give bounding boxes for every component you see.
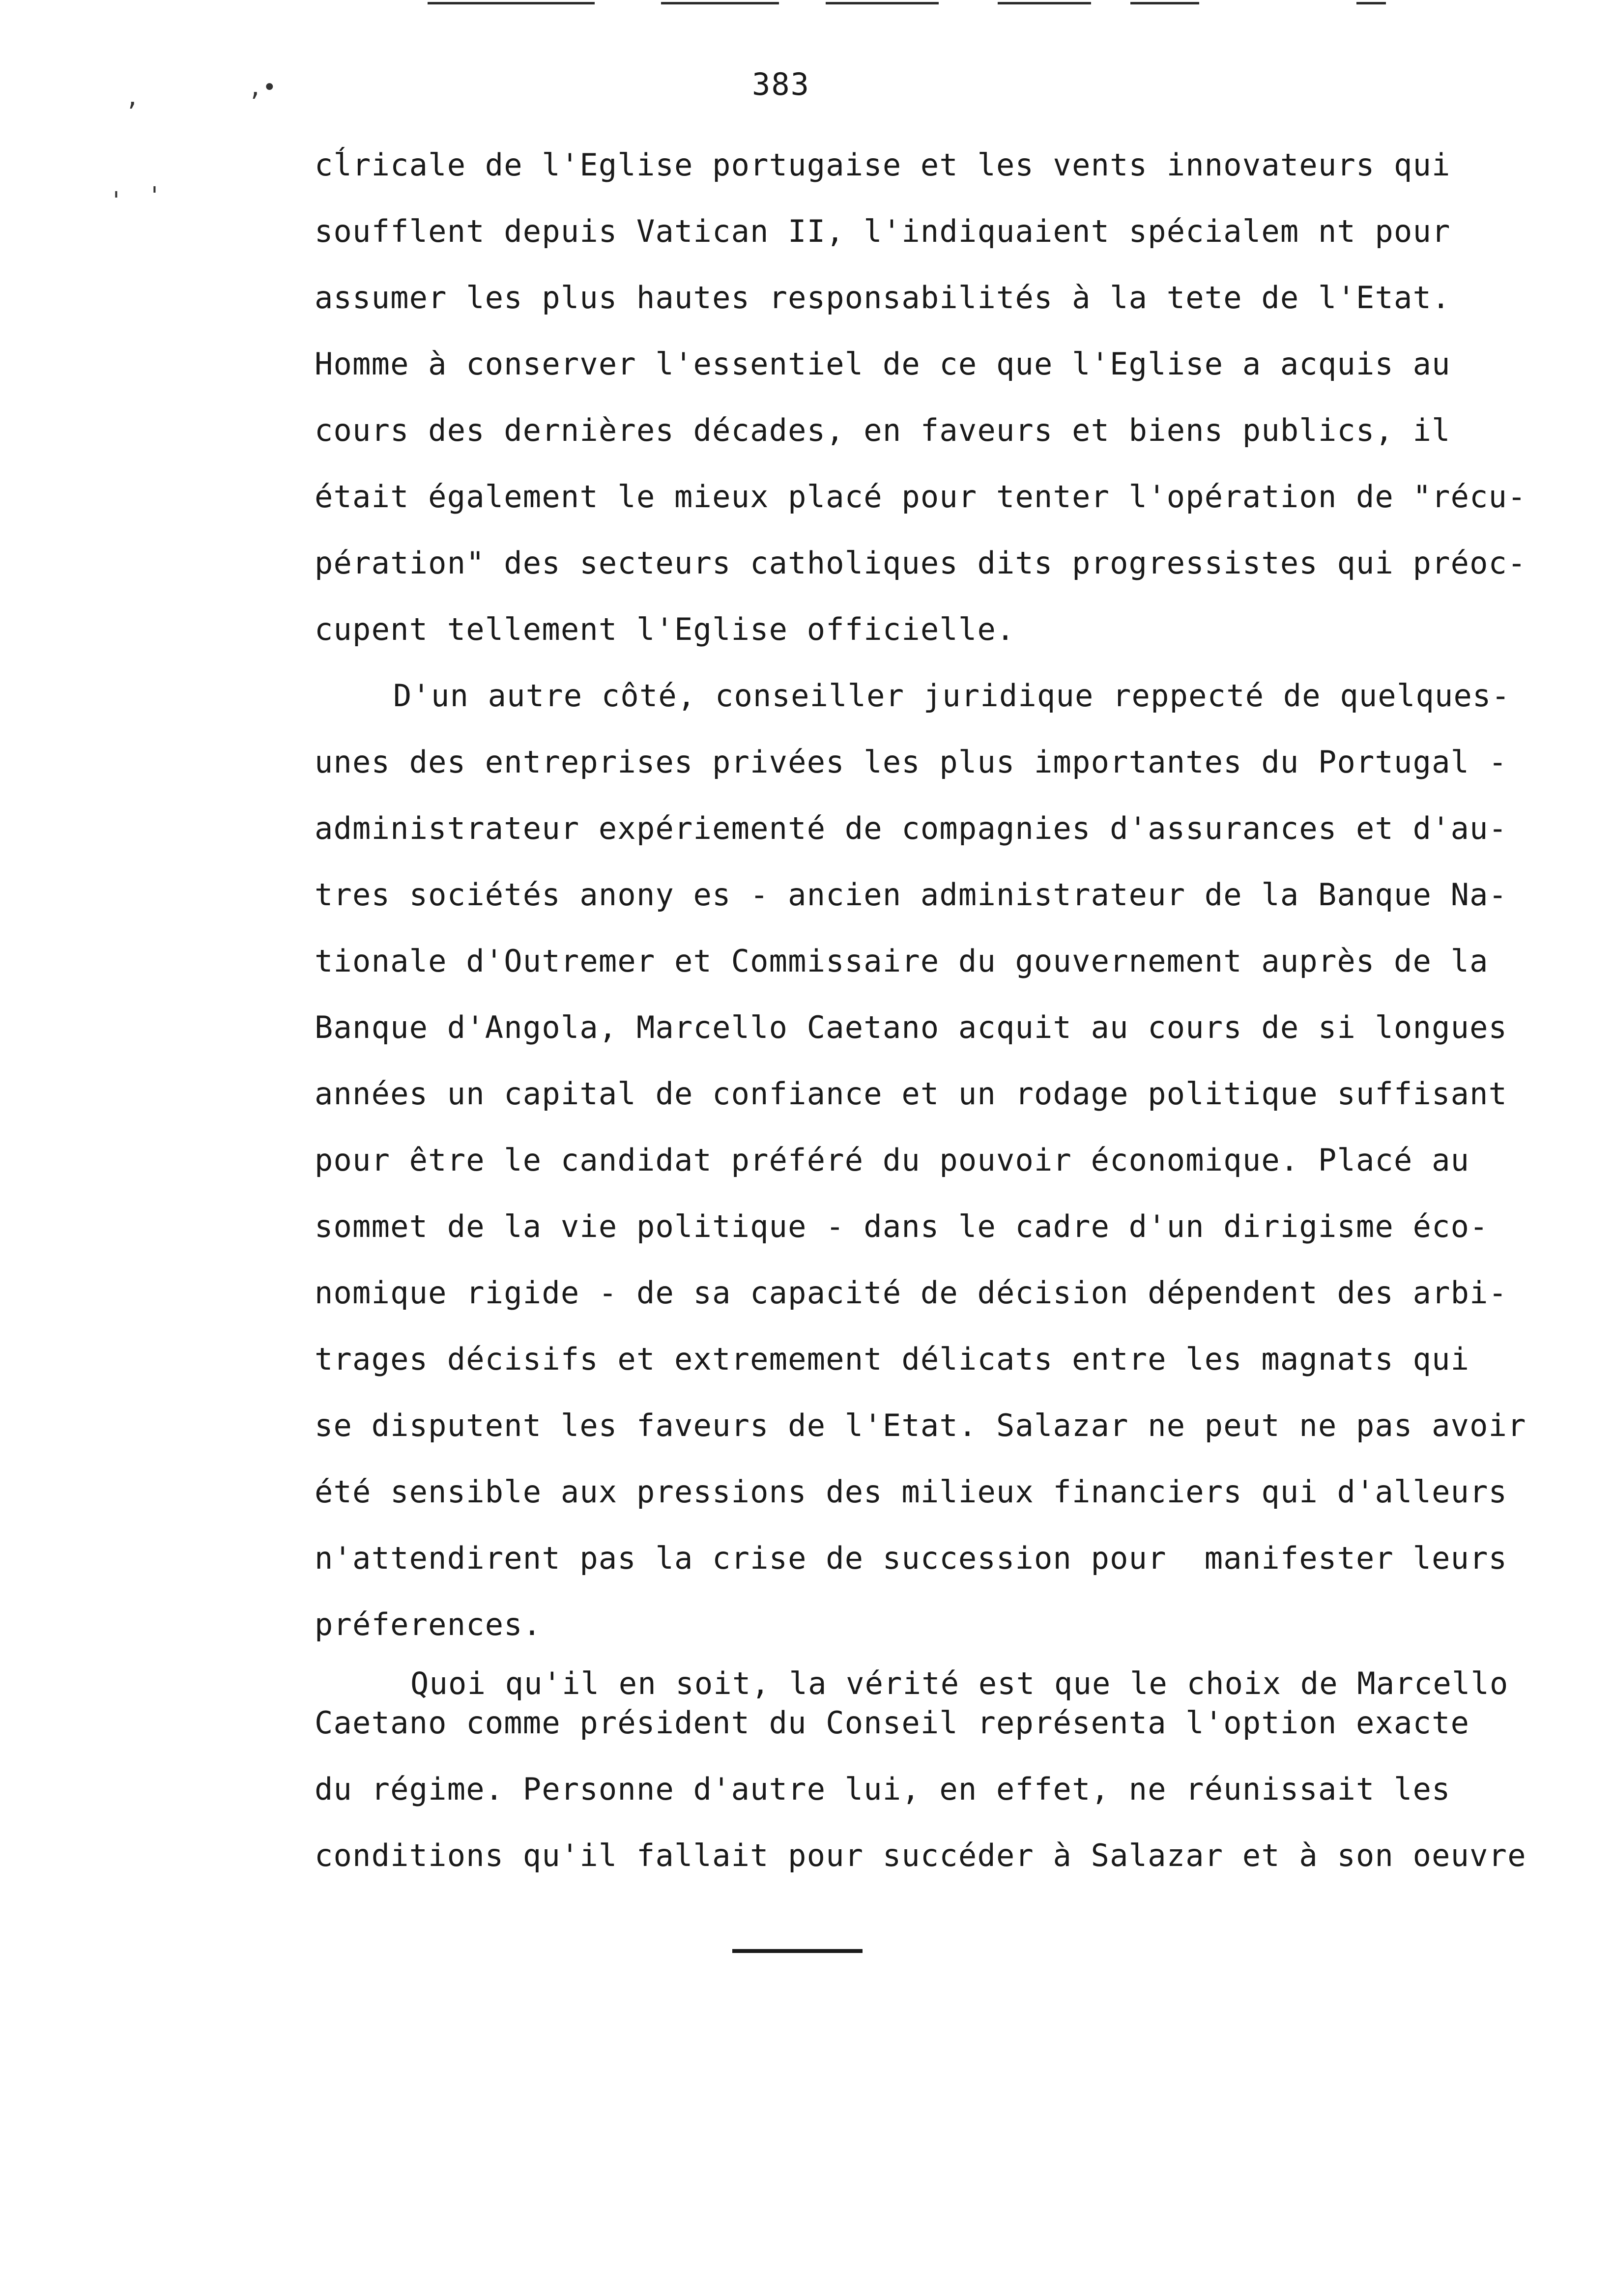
- top-rule-segment: [428, 2, 595, 4]
- top-rule-segment: [826, 2, 939, 4]
- text-line: unes des entreprises privées les plus importantes du Portugal -: [315, 744, 1508, 780]
- text-line: sommet de la vie politique - dans le cadre d'un dirigisme éco-: [315, 1208, 1489, 1244]
- text-line: conditions qu'il fallait pour succéder à Salazar et à son oeuvre: [315, 1837, 1526, 1873]
- text-line: années un capital de confiance et un rodage politique suffisant: [315, 1076, 1508, 1112]
- text-line: tionale d'Outremer et Commissaire du gouvernement auprès de la: [315, 943, 1489, 979]
- text-line: Banque d'Angola, Marcello Caetano acquit au cours de si longues: [315, 1009, 1508, 1045]
- text-line: Caetano comme président du Conseil représenta l'option exacte: [315, 1705, 1470, 1741]
- end-rule: [732, 1949, 863, 1953]
- text-line: administrateur expériementé de compagnies d'assurances et d'au-: [315, 810, 1508, 846]
- text-line: pération" des secteurs catholiques dits progressistes qui préoc-: [315, 545, 1526, 581]
- text-line: pour être le candidat préféré du pouvoir économique. Placé au: [315, 1142, 1470, 1178]
- text-line: trages décisifs et extremement délicats entre les magnats qui: [315, 1341, 1470, 1377]
- margin-mark: ,•: [248, 74, 277, 101]
- margin-mark: ': [147, 182, 162, 209]
- text-line: nomique rigide - de sa capacité de décision dépendent des arbi-: [315, 1275, 1508, 1311]
- text-line: était également le mieux placé pour tenter l'opération de "récu-: [315, 479, 1526, 515]
- text-line: préferences.: [315, 1607, 542, 1642]
- top-rule-segment: [1356, 2, 1386, 4]
- margin-mark: ,: [125, 84, 140, 111]
- paragraph-first-line: Quoi qu'il en soit, la vérité est que le choix de Marcello: [410, 1665, 1509, 1701]
- text-line: cours des dernières décades, en faveurs et biens publics, il: [315, 412, 1451, 448]
- top-rule-segment: [1130, 2, 1199, 4]
- text-line: cupent tellement l'Eglise officielle.: [315, 611, 1015, 647]
- paragraph-first-line: D'un autre côté, conseiller juridique reppecté de quelques-: [393, 678, 1511, 714]
- text-line: n'attendirent pas la crise de succession pour manifester leurs: [315, 1540, 1508, 1576]
- text-line: du régime. Personne d'autre lui, en effet, ne réunissait les: [315, 1771, 1451, 1807]
- top-rule-segment: [661, 2, 779, 4]
- text-line: soufflent depuis Vatican II, l'indiquaient spécialem nt pour: [315, 213, 1451, 249]
- text-line: Homme à conserver l'essentiel de ce que l'Eglise a acquis au: [315, 346, 1451, 382]
- top-rule-segment: [998, 2, 1091, 4]
- margin-mark: ': [109, 187, 123, 214]
- text-line: se disputent les faveurs de l'Etat. Salazar ne peut ne pas avoir: [315, 1407, 1526, 1443]
- text-line: été sensible aux pressions des milieux financiers qui d'alleurs: [315, 1474, 1508, 1510]
- text-line: cĺricale de l'Eglise portugaise et les vents innovateurs qui: [315, 147, 1451, 183]
- text-line: assumer les plus hautes responsabilités à la tete de l'Etat.: [315, 280, 1451, 316]
- text-line: tres sociétés anony es - ancien administrateur de la Banque Na-: [315, 877, 1508, 913]
- page-number: 383: [752, 66, 810, 102]
